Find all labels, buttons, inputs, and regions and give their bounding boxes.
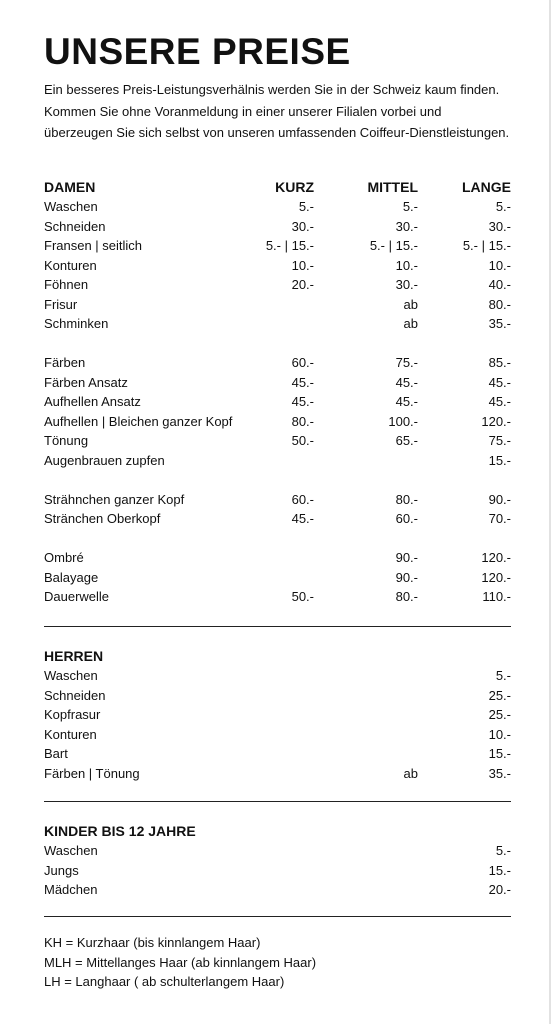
price-kurz: 60.- bbox=[291, 491, 314, 507]
price-row bbox=[44, 861, 511, 881]
service-name: Färben Ansatz bbox=[44, 374, 128, 390]
page-title: UNSERE PREISE bbox=[44, 31, 351, 72]
price-row bbox=[44, 548, 511, 568]
price-lange: 30.- bbox=[488, 218, 511, 234]
service-name: Jungs bbox=[44, 862, 79, 878]
price-row bbox=[44, 275, 511, 295]
service-name: Föhnen bbox=[44, 277, 89, 292]
service-name: Stränchen Oberkopf bbox=[44, 511, 161, 526]
price-row bbox=[44, 686, 511, 706]
service-name: Dauerwelle bbox=[44, 589, 110, 604]
service-name: Bart bbox=[44, 746, 68, 761]
price-lange: 70.- bbox=[488, 511, 511, 526]
price-lange: 5.- bbox=[495, 199, 511, 214]
service-name: Waschen bbox=[44, 843, 98, 858]
section-heading: KINDER BIS 12 JAHRE bbox=[44, 823, 196, 839]
price-row bbox=[44, 353, 511, 373]
service-name: Schneiden bbox=[44, 687, 106, 703]
price-mittel: 10.- bbox=[395, 257, 418, 273]
column-header-lange: LANGE bbox=[462, 179, 511, 195]
price-row bbox=[44, 373, 511, 393]
service-name: Färben | Tönung bbox=[44, 765, 140, 781]
service-name: Balayage bbox=[44, 569, 99, 585]
price-mittel: 30.- bbox=[395, 277, 418, 292]
price-row bbox=[44, 295, 511, 315]
service-name: Konturen bbox=[44, 257, 97, 273]
damen-header-row bbox=[44, 177, 511, 197]
price-kurz: 10.- bbox=[291, 257, 314, 273]
legend-item: LH = Langhaar ( ab schulterlangem Haar) bbox=[44, 974, 285, 989]
price-row bbox=[44, 764, 511, 784]
price-mittel: 30.- bbox=[395, 218, 418, 234]
price-lange: 15.- bbox=[488, 746, 511, 761]
price-kurz: 45.- bbox=[291, 511, 314, 526]
price-lange: 110.- bbox=[482, 589, 511, 604]
price-lange: 85.- bbox=[488, 355, 511, 370]
price-row bbox=[44, 490, 511, 510]
price-row bbox=[44, 236, 511, 256]
price-lange: 5.- bbox=[495, 843, 511, 858]
legend-item: MLH = Mittellanges Haar (ab kinnlangem Haar) bbox=[44, 954, 317, 970]
price-row bbox=[44, 217, 511, 237]
price-kurz: 5.- | 15.- bbox=[265, 238, 314, 253]
price-row bbox=[44, 587, 511, 607]
section-divider bbox=[44, 626, 511, 627]
price-kurz: 20.- bbox=[291, 277, 314, 292]
price-row bbox=[44, 666, 511, 686]
herren-header-row bbox=[44, 646, 511, 666]
service-name: Fransen | seitlich bbox=[44, 238, 143, 253]
service-name: Waschen bbox=[44, 668, 98, 683]
herren-section bbox=[44, 646, 511, 783]
service-name: Tönung bbox=[44, 433, 89, 448]
legend bbox=[44, 933, 316, 992]
intro-line: Kommen Sie ohne Voranmeldung in einer unserer Filialen vorbei und bbox=[44, 103, 442, 119]
price-mittel: 100.- bbox=[388, 413, 418, 429]
column-header-mittel: MITTEL bbox=[367, 179, 418, 195]
price-kurz: 45.- bbox=[291, 394, 314, 409]
row-spacer bbox=[44, 529, 511, 549]
price-lange: 80.- bbox=[488, 296, 511, 312]
service-name: Schminken bbox=[44, 316, 109, 331]
price-lange: 120.- bbox=[481, 413, 511, 429]
service-name: Konturen bbox=[44, 726, 97, 742]
intro-line: Ein besseres Preis-Leistungsverhälnis werden Sie in der Schweiz kaum finden. bbox=[44, 82, 500, 97]
price-kurz: 80.- bbox=[291, 413, 314, 429]
service-name: Färben bbox=[44, 355, 86, 370]
price-lange: 90.- bbox=[488, 491, 511, 507]
service-name: Frisur bbox=[44, 296, 78, 312]
price-lange: 35.- bbox=[488, 316, 511, 331]
price-lange: 20.- bbox=[488, 882, 511, 897]
intro-text bbox=[44, 79, 524, 144]
price-kurz: 60.- bbox=[291, 355, 314, 370]
price-kurz: 45.- bbox=[291, 374, 314, 390]
kinder-price-rows bbox=[44, 841, 511, 900]
price-lange: 120.- bbox=[481, 569, 511, 585]
price-lange: 75.- bbox=[488, 433, 511, 448]
price-mittel: 80.- bbox=[395, 589, 418, 604]
price-mittel: ab bbox=[403, 316, 418, 331]
service-name: Schneiden bbox=[44, 218, 106, 234]
price-lange: 35.- bbox=[488, 765, 511, 781]
price-mittel: ab bbox=[403, 765, 418, 781]
price-row bbox=[44, 412, 511, 432]
service-name: Mädchen bbox=[44, 882, 98, 897]
service-name: Ombré bbox=[44, 550, 84, 565]
price-mittel: 45.- bbox=[395, 374, 418, 390]
price-mittel: ab bbox=[403, 296, 418, 312]
price-row bbox=[44, 744, 511, 764]
section-heading: DAMEN bbox=[44, 179, 96, 195]
price-row bbox=[44, 568, 511, 588]
price-mittel: 90.- bbox=[395, 550, 418, 565]
price-mittel: 45.- bbox=[395, 394, 418, 409]
service-name: Augenbrauen zupfen bbox=[44, 452, 165, 468]
price-lange: 15.- bbox=[488, 862, 511, 878]
price-lange: 25.- bbox=[488, 707, 511, 722]
service-name: Waschen bbox=[44, 199, 98, 214]
price-kurz: 50.- bbox=[291, 589, 314, 604]
row-spacer bbox=[44, 470, 511, 490]
price-mittel: 90.- bbox=[395, 569, 418, 585]
price-lange: 45.- bbox=[488, 394, 511, 409]
price-mittel: 5.- bbox=[402, 199, 418, 214]
price-lange: 10.- bbox=[488, 257, 511, 273]
price-kurz: 5.- bbox=[298, 199, 314, 214]
section-divider bbox=[44, 801, 511, 802]
section-heading: HERREN bbox=[44, 648, 104, 664]
price-row bbox=[44, 880, 511, 900]
column-header-kurz: KURZ bbox=[275, 179, 314, 195]
section-divider bbox=[44, 916, 511, 917]
price-mittel: 60.- bbox=[395, 511, 418, 526]
price-lange: 40.- bbox=[488, 277, 511, 292]
price-row bbox=[44, 451, 511, 471]
row-spacer bbox=[44, 334, 511, 354]
price-row bbox=[44, 431, 511, 451]
service-name: Strähnchen ganzer Kopf bbox=[44, 491, 185, 507]
price-kurz: 30.- bbox=[291, 218, 314, 234]
damen-section bbox=[44, 177, 511, 607]
price-mittel: 65.- bbox=[395, 433, 418, 448]
price-lange: 120.- bbox=[481, 550, 511, 565]
service-name: Aufhellen | Bleichen ganzer Kopf bbox=[44, 413, 233, 429]
price-lange: 5.- bbox=[495, 668, 511, 683]
price-mittel: 75.- bbox=[395, 355, 418, 370]
price-row bbox=[44, 841, 511, 861]
price-row bbox=[44, 725, 511, 745]
damen-price-rows bbox=[44, 197, 511, 607]
service-name: Kopfrasur bbox=[44, 707, 101, 722]
kinder-section bbox=[44, 821, 511, 900]
price-mittel: 5.- | 15.- bbox=[369, 238, 418, 253]
price-lange: 45.- bbox=[488, 374, 511, 390]
price-lange: 15.- bbox=[488, 452, 511, 468]
price-row bbox=[44, 197, 511, 217]
intro-line: überzeugen Sie sich selbst von unseren umfassenden Coiffeur-Dienstleistungen. bbox=[44, 125, 510, 140]
legend-item: KH = Kurzhaar (bis kinnlangem Haar) bbox=[44, 935, 261, 950]
price-lange: 25.- bbox=[488, 687, 511, 703]
herren-price-rows bbox=[44, 666, 511, 783]
price-mittel: 80.- bbox=[395, 491, 418, 507]
price-row bbox=[44, 509, 511, 529]
kinder-header-row bbox=[44, 821, 511, 841]
price-lange: 10.- bbox=[488, 726, 511, 742]
service-name: Aufhellen Ansatz bbox=[44, 394, 141, 409]
price-lange: 5.- | 15.- bbox=[462, 238, 511, 253]
price-kurz: 50.- bbox=[291, 433, 314, 448]
price-row bbox=[44, 256, 511, 276]
price-row bbox=[44, 392, 511, 412]
price-row bbox=[44, 314, 511, 334]
price-row bbox=[44, 705, 511, 725]
